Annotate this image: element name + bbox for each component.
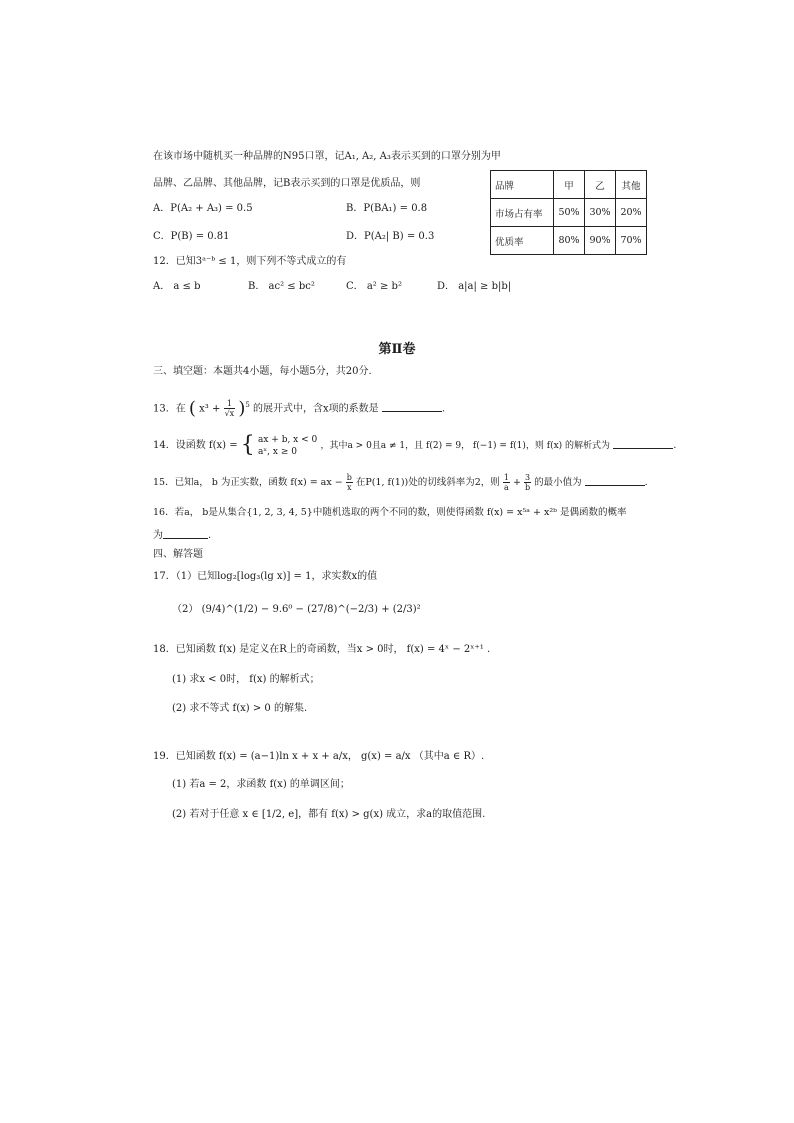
- q14-prefix: 14．设函数 f(x) =: [153, 440, 238, 451]
- q14-cases: [258, 434, 317, 458]
- q17-line2-prefix: （2）: [172, 604, 199, 615]
- q13-exponent: 5: [245, 401, 250, 409]
- q14-case1: ax + b, x < 0: [257, 434, 318, 445]
- table-cell: 品牌: [491, 171, 554, 199]
- part4-heading: 四、解答题: [153, 549, 203, 560]
- fraction-denominator: √x: [224, 409, 235, 419]
- q15-mid: 在P(1, f(1))处的切线斜率为2，则: [355, 477, 500, 488]
- fraction-denominator: x: [347, 483, 352, 492]
- section-title: 第Ⅱ卷: [378, 342, 416, 357]
- q13-end: .: [441, 403, 446, 415]
- q13-answer-blank[interactable]: [382, 401, 442, 412]
- q12-option-b: B． ac² ≤ bc²: [248, 281, 315, 292]
- fraction-numerator: 1: [224, 399, 236, 409]
- q14-line: [153, 432, 676, 460]
- q12-option-d: D． a|a| ≥ b|b|: [437, 281, 512, 292]
- q11-option-c: C．P(B) = 0.81: [153, 231, 230, 242]
- q11-line2: 品牌、乙品牌、其他品牌，记B表示买到的口罩是优质品，则: [153, 178, 421, 189]
- table-header-row: [491, 171, 647, 199]
- q19-sub1: (1) 若a = 2，求函数 f(x) 的单调区间；: [172, 779, 350, 790]
- q17-line1: 17．（1）已知log₂[log₃(lg x)] = 1，求实数x的值: [153, 571, 378, 582]
- table-cell: 其他: [616, 171, 647, 199]
- q15-answer-blank[interactable]: [585, 475, 645, 486]
- q13-x-cubed: x³: [199, 403, 209, 415]
- open-paren: (: [188, 397, 196, 419]
- q14-answer-blank[interactable]: [613, 438, 673, 449]
- table-cell: 70%: [616, 227, 647, 255]
- q12-stem: 12．已知3ᵃ⁻ᵇ ≤ 1，则下列不等式成立的有: [153, 256, 347, 267]
- fraction-numerator: 3: [524, 473, 531, 482]
- q11-line1: 在该市场中随机买一种品牌的N95口罩，记A₁, A₂, A₃表示买到的口罩分别为甲: [153, 151, 501, 162]
- q15-fraction-bx: [346, 473, 353, 492]
- q15-prefix: 15．已知a， b 为正实数，函数 f(x) = ax −: [153, 477, 343, 488]
- q13-line: [153, 395, 445, 419]
- table-cell: 优质率: [491, 227, 554, 255]
- q13-prefix: 13．在: [153, 403, 186, 415]
- q15-plus: +: [512, 477, 521, 488]
- q18-stem: 18．已知函数 f(x) 是定义在R上的奇函数，当x > 0时， f(x) = 4ˣ − 2ˣ⁺¹ .: [153, 644, 491, 655]
- q14-case2: aˣ, x ≥ 0: [257, 446, 297, 457]
- q15-end: .: [644, 477, 648, 488]
- q14-suffix: ，其中a > 0且a ≠ 1，且 f(2) = 9， f(−1) = f(1)，则 f(x) 的解析式为: [320, 441, 611, 451]
- table-cell: 80%: [554, 227, 585, 255]
- fraction-denominator: b: [524, 483, 531, 492]
- q13-suffix: 的展开式中，含x项的系数是: [253, 403, 379, 415]
- q12-option-c: C． a² ≥ b²: [346, 281, 402, 292]
- brand-table: [490, 170, 647, 255]
- q18-sub1: (1) 求x < 0时， f(x) 的解析式；: [172, 674, 320, 685]
- q16-end: .: [208, 530, 212, 541]
- q11-option-d: D．P(A₂| B) = 0.3: [346, 231, 435, 242]
- brace-icon: {: [240, 432, 255, 458]
- q13-plus: +: [211, 403, 221, 415]
- q16-line2: [153, 528, 211, 543]
- q12-option-a: A． a ≤ b: [153, 281, 201, 292]
- table-cell: 30%: [585, 199, 616, 227]
- q15-line: [153, 472, 648, 494]
- table-row: [491, 199, 647, 227]
- q11-option-a: A．P(A₂ + A₃) = 0.5: [153, 203, 253, 214]
- table-cell: 甲: [554, 171, 585, 199]
- fraction-denominator: a: [503, 483, 509, 492]
- part3-heading: 三、填空题：本题共4小题，每小题5分，共20分.: [153, 366, 372, 377]
- close-paren: ): [238, 397, 246, 419]
- q16-answer-blank[interactable]: [163, 528, 208, 539]
- table-cell: 市场占有率: [491, 199, 554, 227]
- q13-fraction: [224, 399, 236, 418]
- q14-end: .: [673, 440, 677, 451]
- q15-fraction-3b: [524, 473, 531, 492]
- q15-suffix: 的最小值为: [534, 477, 582, 488]
- table-cell: 50%: [554, 199, 585, 227]
- q18-sub2: (2) 求不等式 f(x) > 0 的解集.: [172, 703, 308, 714]
- q17-line2: [172, 603, 421, 617]
- q16-line2-prefix: 为: [153, 530, 163, 541]
- fraction-numerator: b: [346, 473, 352, 482]
- q15-fraction-1a: [503, 473, 510, 492]
- table-cell: 90%: [585, 227, 616, 255]
- fraction-numerator: 1: [503, 473, 509, 482]
- q11-option-b: B．P(BA₁) = 0.8: [346, 203, 428, 214]
- table-cell: 20%: [616, 199, 647, 227]
- q17-expression: (9/4)^(1/2) − 9.6⁰ − (27/8)^(−2/3) + (2/3)²: [201, 604, 421, 615]
- q19-sub2: (2) 若对于任意 x ∈ [1/2, e]，都有 f(x) > g(x) 成立，求a的取值范围.: [172, 809, 486, 820]
- q16-line1: 16．若a， b是从集合{1, 2, 3, 4, 5}中随机选取的两个不同的数，则使得函数 f(x) = x⁵ᵃ + x²ᵇ 是偶函数的概率: [153, 507, 627, 518]
- table-cell: 乙: [585, 171, 616, 199]
- q19-stem: 19．已知函数 f(x) = (a−1)ln x + x + a/x， g(x) = a/x （其中a ∈ R）.: [153, 751, 485, 762]
- table-row: [491, 227, 647, 255]
